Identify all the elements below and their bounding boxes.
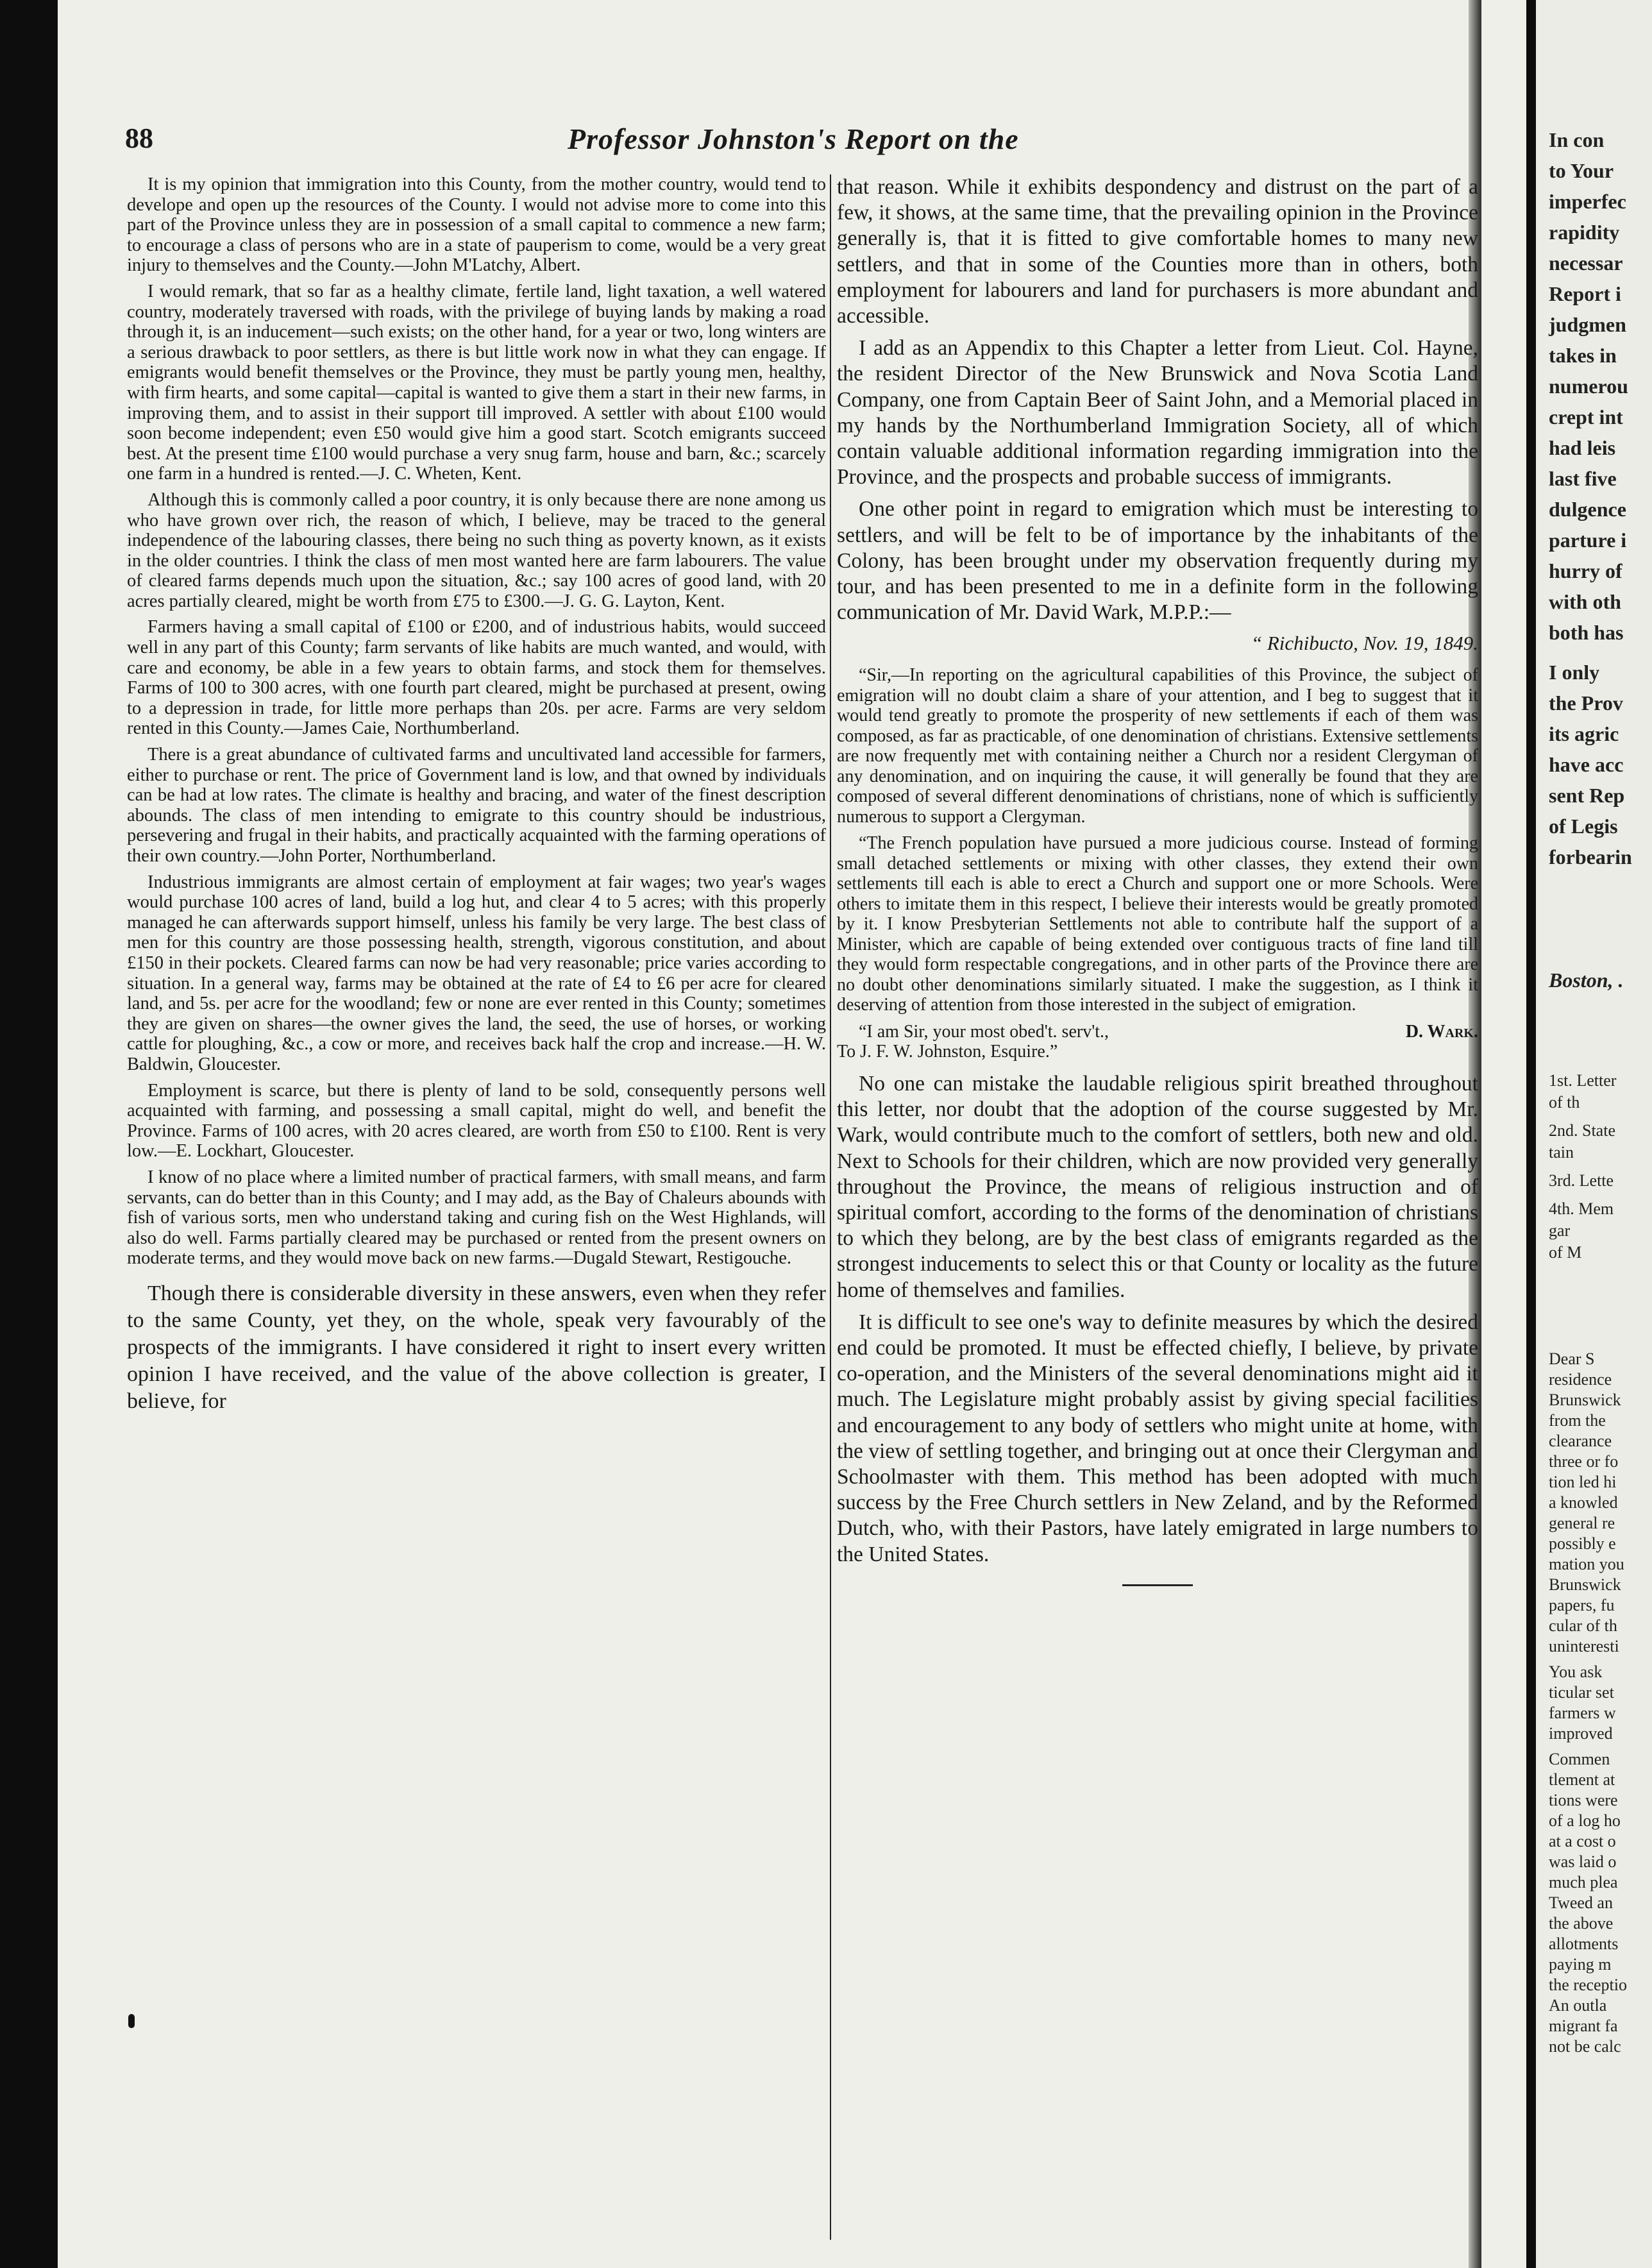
adjacent-page-line: Brunswick xyxy=(1549,1575,1621,1594)
paragraph-no-one: No one can mistake the laudable religious spirit breathed throughout this letter, nor doubt that the adoption of the course suggested by Mr. Wark, would contribute much to the comfort of settlers, both new and old. Next to Schools for their children, which are now provided very generally throughout the Province, the means of religious instruction and of spiritual comfort, according to the forms of the denomination of christians to which they belong, are by the best class of emigrants regarded as the strongest inducements to select this or that County or locality as the future home of themselves and families. xyxy=(837,1071,1478,1302)
adjacent-page-line: mation you xyxy=(1549,1555,1624,1573)
page-number: 88 xyxy=(125,123,153,154)
adjacent-page-line: last five xyxy=(1549,467,1617,490)
paragraph-caie: Farmers having a small capital of £100 or £200, and of industrious habits, would succeed well in any part of this County; farm servants of like habits are much wanted, and would, with care and economy, be able in a few years to obtain farms, and stock them for themselves. Farms of 100 to 300 acres, with one fourth part cleared, might be purchased at present, owing to a depression in trade, for little more perhaps than 20s. per acre. Farms are very seldom rented in this County.—James Caie, Northumberland. xyxy=(127,617,826,739)
adjacent-page-line: necessar xyxy=(1549,251,1623,275)
adjacent-page-line: Boston, . xyxy=(1549,969,1624,992)
adjacent-page-line: paying m xyxy=(1549,1955,1612,1974)
adjacent-page-line: 1st. Letter xyxy=(1549,1071,1617,1090)
letter-paragraph-2: “The French population have pursued a more judicious course. Instead of forming small detached settlements or mixing with other classes, they extend their own settlements till each is able to erect a Church and support one or more Schools. Were others to imitate them in this respect, I believe their interests would be greatly promoted by it. I know Presbyterian Settlements not able to contribute half the support of a Minister, which are capable of being extended over contiguous tracts of fine land till they would form respectable congregations, and in other parts of the Province there are no doubt other denominations similarly situated. I make the suggestion, as I think it deserving of attention from those interested in the subject of emigration. xyxy=(837,833,1478,1015)
adjacent-page-line: sent Rep xyxy=(1549,784,1625,807)
scan-mark xyxy=(128,2014,135,2028)
paragraph-other-point: One other point in regard to emigration which must be interesting to settlers, and will be felt to be of importance by the inhabitants of the Colony, has been brought under my observation frequently during my tour, and has been presented to me in a definite form in the following communication of Mr. David Wark, M.P.P.:— xyxy=(837,497,1478,625)
adjacent-page-line: at a cost o xyxy=(1549,1832,1616,1850)
adjacent-page-line: improved xyxy=(1549,1724,1613,1743)
adjacent-page-line: crept int xyxy=(1549,405,1623,428)
adjacent-page-line: three or fo xyxy=(1549,1452,1619,1471)
adjacent-page-line: gar xyxy=(1549,1221,1571,1240)
adjacent-page-line: of th xyxy=(1549,1093,1580,1112)
adjacent-page-line: a knowled xyxy=(1549,1493,1618,1512)
left-column xyxy=(127,174,826,1421)
adjacent-page-line: of M xyxy=(1549,1243,1582,1262)
adjacent-page-line: of Legis xyxy=(1549,815,1618,838)
adjacent-page-line: the Prov xyxy=(1549,691,1623,715)
adjacent-page-line: the above xyxy=(1549,1914,1614,1933)
adjacent-page-line: imperfec xyxy=(1549,190,1626,213)
adjacent-page-line: numerou xyxy=(1549,375,1628,398)
adjacent-page-line: An outla xyxy=(1549,1996,1607,2015)
adjacent-page-line: clearance xyxy=(1549,1432,1612,1450)
paragraph-stewart: I know of no place where a limited number of practical farmers, with small means, and farm servants, can do better than in this County; and I may add, as the Bay of Chaleurs abounds with fish of various sorts, men who understand taking and curing fish on the West Highlands, will also do well. Farms partially cleared may be purchased or rented from the present owners on moderate terms, and they would move back on new farms.—Dugald Stewart, Restigouche. xyxy=(127,1167,826,1269)
adjacent-page-line: parture i xyxy=(1549,529,1627,552)
paragraph-diversity: Though there is considerable diversity in these answers, even when they refer to the same County, yet they, on the whole, speak very favourably of the prospects of the immigrants. I have considered it right to insert every written opinion I have received, and the value of the above collection is greater, I believe, for xyxy=(127,1281,826,1413)
adjacent-page-line: had leis xyxy=(1549,436,1616,459)
right-column xyxy=(837,174,1478,1586)
adjacent-page-line: to Your xyxy=(1549,159,1614,182)
paragraph-porter: There is a great abundance of cultivated farms and uncultivated land accessible for farmers, either to purchase or rent. The price of Government land is low, and that owned by individuals can be had at low rates. The climate is healthy and bracing, and water of the finest description abounds. The class of men intending to emigrate to this country should be industrious, persevering and frugal in their habits, and practically acquainted with the farming operations of their own country.—John Porter, Northumberland. xyxy=(127,745,826,866)
adjacent-page-line: Report i xyxy=(1549,282,1621,305)
adjacent-page-line: its agric xyxy=(1549,722,1619,745)
adjacent-page-line: 2nd. State xyxy=(1549,1121,1615,1140)
adjacent-page-line: Tweed an xyxy=(1549,1893,1613,1912)
letter-closing xyxy=(837,1022,1478,1042)
adjacent-page-line: possibly e xyxy=(1549,1534,1616,1553)
paragraph-wheten: I would remark, that so far as a healthy climate, fertile land, light taxation, a well watered country, moderately traversed with roads, with the privilege of buying lands by making a road through it, is an inducement—such exists; on the other hand, for a year or two, long winters are a serious drawback to poor settlers, as there is but little work now in what they can engage. If emigrants would benefit themselves or the Province, they must be partly young men, healthy, with firm hearts, and some capital—capital is wanted to give them a start in their new farms, in improving them, and to assist in their support till improved. A settler with about £100 would soon become independent; even £50 would give him a good start. Scotch emigrants succeed best. At the present time £100 would purchase a very snug farm, house and barn, &c.; scarcely one farm in a hundred is rented.—J. C. Wheten, Kent. xyxy=(127,281,826,484)
column-divider xyxy=(830,174,831,2240)
paragraph-baldwin: Industrious immigrants are almost certain of employment at fair wages; two year's wages would purchase 100 acres of land, build a log hut, and clear 4 to 5 acres; with this properly managed he can afterwards support himself, unless his family be very large. The best class of men for this country are those possessing health, strength, vigorous constitution, and about £150 in their pockets. Cleared farms can now be had very reasonable; price varies according to situation. In a general way, farms may be obtained at the rate of £4 to £6 per acre for cleared land, and 5s. per acre for the woodland; few or none are ever rented in this County; sometimes they are given on shares—the owner gives the land, the seed, the use of horses, or working cattle for ploughing, &c., a cow or more, and receives back half the crop and increase.—H. W. Baldwin, Gloucester. xyxy=(127,872,826,1074)
letter-closing-text: “I am Sir, your most obed't. serv't., xyxy=(859,1021,1109,1042)
adjacent-page-line: dulgence xyxy=(1549,498,1626,521)
adjacent-page-line: Brunswick xyxy=(1549,1391,1621,1409)
paragraph-appendix: I add as an Appendix to this Chapter a letter from Lieut. Col. Hayne, the resident Director of the New Brunswick and Nova Scotia Land Company, one from Captain Beer of Saint John, and a Memorial placed in my hands by the Northumberland Immigration Society, all of which contain valuable additional information regarding immigration into the Province, and the prospects and probable success of immigrants. xyxy=(837,336,1478,489)
letter-signature: D. Wark. xyxy=(1405,1021,1478,1042)
running-title: Professor Johnston's Report on the xyxy=(568,123,1019,155)
paragraph-difficult: It is difficult to see one's way to definite measures by which the desired end could be promoted. It must be effected chiefly, I believe, by private co-operation, and the Ministers of the several denominations might aid it much. The Legislature might probably assist by giving special facilities and encouragement to any body of settlers who might unite at home, with the view of settling together, and bringing out at once their Clergyman and Schoolmaster with them. This method has been adopted with much success by the Free Church settlers in New Zeland, and by the Reformed Dutch, who, with their Pastors, have lately emigrated in large numbers to the United States. xyxy=(837,1310,1478,1566)
page-header xyxy=(125,122,1344,160)
adjacent-page-line: tlement at xyxy=(1549,1770,1615,1789)
adjacent-page-fragment xyxy=(1536,0,1652,2268)
adjacent-page-line: tain xyxy=(1549,1143,1574,1162)
paragraph-mlatchy: It is my opinion that immigration into this County, from the mother country, would tend to develope and open up the resources of the County. I would not advise more to come into this part of the Province unless they are in possession of a small capital to commence a new farm; to encourage a class of persons who are in a state of pauperism to come, would be a very great injury to themselves and the County.—John M'Latchy, Albert. xyxy=(127,174,826,276)
paragraph-lockhart: Employment is scarce, but there is plenty of land to be sold, consequently persons well acquainted with farming, and possessing a small capital, might do well, and benefit the Province. Farms of 100 acres, with 20 acres cleared, are worth from £50 to £100. Rent is very low.—E. Lockhart, Gloucester. xyxy=(127,1080,826,1162)
adjacent-page-line: Commen xyxy=(1549,1750,1610,1768)
adjacent-page-line: have acc xyxy=(1549,753,1624,776)
adjacent-page-line: from the xyxy=(1549,1411,1606,1430)
adjacent-page-line: residence xyxy=(1549,1370,1612,1389)
adjacent-page-line: uninteresti xyxy=(1549,1637,1619,1655)
adjacent-page-line: tions were xyxy=(1549,1791,1618,1809)
adjacent-page-line: much plea xyxy=(1549,1873,1618,1891)
adjacent-page-line: Dear S xyxy=(1549,1350,1595,1368)
adjacent-page-line: You ask xyxy=(1549,1663,1603,1681)
adjacent-page-line: cular of th xyxy=(1549,1616,1617,1635)
adjacent-page-line: hurry of xyxy=(1549,559,1622,582)
adjacent-page-line: rapidity xyxy=(1549,221,1620,244)
adjacent-page-line: not be calc xyxy=(1549,2037,1621,2056)
adjacent-page-line: both has xyxy=(1549,621,1624,644)
adjacent-page-line: general re xyxy=(1549,1514,1615,1532)
adjacent-page-line: the receptio xyxy=(1549,1976,1627,1994)
letter-dateline: “ Richibucto, Nov. 19, 1849. xyxy=(1251,632,1478,655)
adjacent-page-line: In con xyxy=(1549,128,1605,151)
adjacent-page-line: was laid o xyxy=(1549,1852,1617,1871)
adjacent-page-line: takes in xyxy=(1549,344,1617,367)
letter-addressee: To J. F. W. Johnston, Esquire.” xyxy=(837,1042,1058,1062)
adjacent-page-line: I only xyxy=(1549,661,1600,684)
adjacent-page-line: forbearin xyxy=(1549,845,1632,868)
paragraph-that-reason: that reason. While it exhibits despondency and distrust on the part of a few, it shows, at the same time, that the prevailing opinion in the Province generally is, that it is fitted to give comfortable homes to many new settlers, and that in some of the Counties more than in others, both employment for labourers and land for purchasers is more abundant and accessible. xyxy=(837,175,1478,328)
adjacent-page-line: judgmen xyxy=(1549,313,1626,336)
adjacent-page-line: 4th. Mem xyxy=(1549,1199,1614,1218)
adjacent-page-line: ticular set xyxy=(1549,1683,1614,1702)
adjacent-page-line: with oth xyxy=(1549,590,1621,613)
adjacent-page-line: of a log ho xyxy=(1549,1811,1621,1830)
adjacent-page-line: papers, fu xyxy=(1549,1596,1615,1614)
adjacent-page-line: tion led hi xyxy=(1549,1473,1617,1491)
section-end-rule xyxy=(1122,1584,1193,1586)
paragraph-layton: Although this is commonly called a poor country, it is only because there are none among us who have grown over rich, the reason of which, I believe, may be traced to the general independence of the labouring classes, there being no such thing as poverty known, as it exists in the older countries. I think the class of men most wanted here are farm labourers. The value of cleared farms depends much upon the situation, &c.; say 100 acres of good land, with 20 acres partially cleared, might be worth from £75 to £300.—J. G. G. Layton, Kent. xyxy=(127,489,826,611)
adjacent-page-line: migrant fa xyxy=(1549,2017,1618,2035)
adjacent-page-line: allotments xyxy=(1549,1934,1619,1953)
adjacent-page-line: 3rd. Lette xyxy=(1549,1171,1614,1190)
adjacent-page-line: farmers w xyxy=(1549,1704,1616,1722)
letter-paragraph-1: “Sir,—In reporting on the agricultural capabilities of this Province, the subject of emigration will no doubt claim a share of your attention, and I beg to suggest that it would tend greatly to promote the prosperity of new settlements if each of them was composed, as far as practicable, of one denomination of christians. Extensive settlements are now frequently met with containing neither a Church nor a resident Clergyman of any denomination, and on inquiring the cause, it will generally be found that they are composed of several different denominations of christians, none of which is sufficiently numerous to support a Clergyman. xyxy=(837,665,1478,827)
